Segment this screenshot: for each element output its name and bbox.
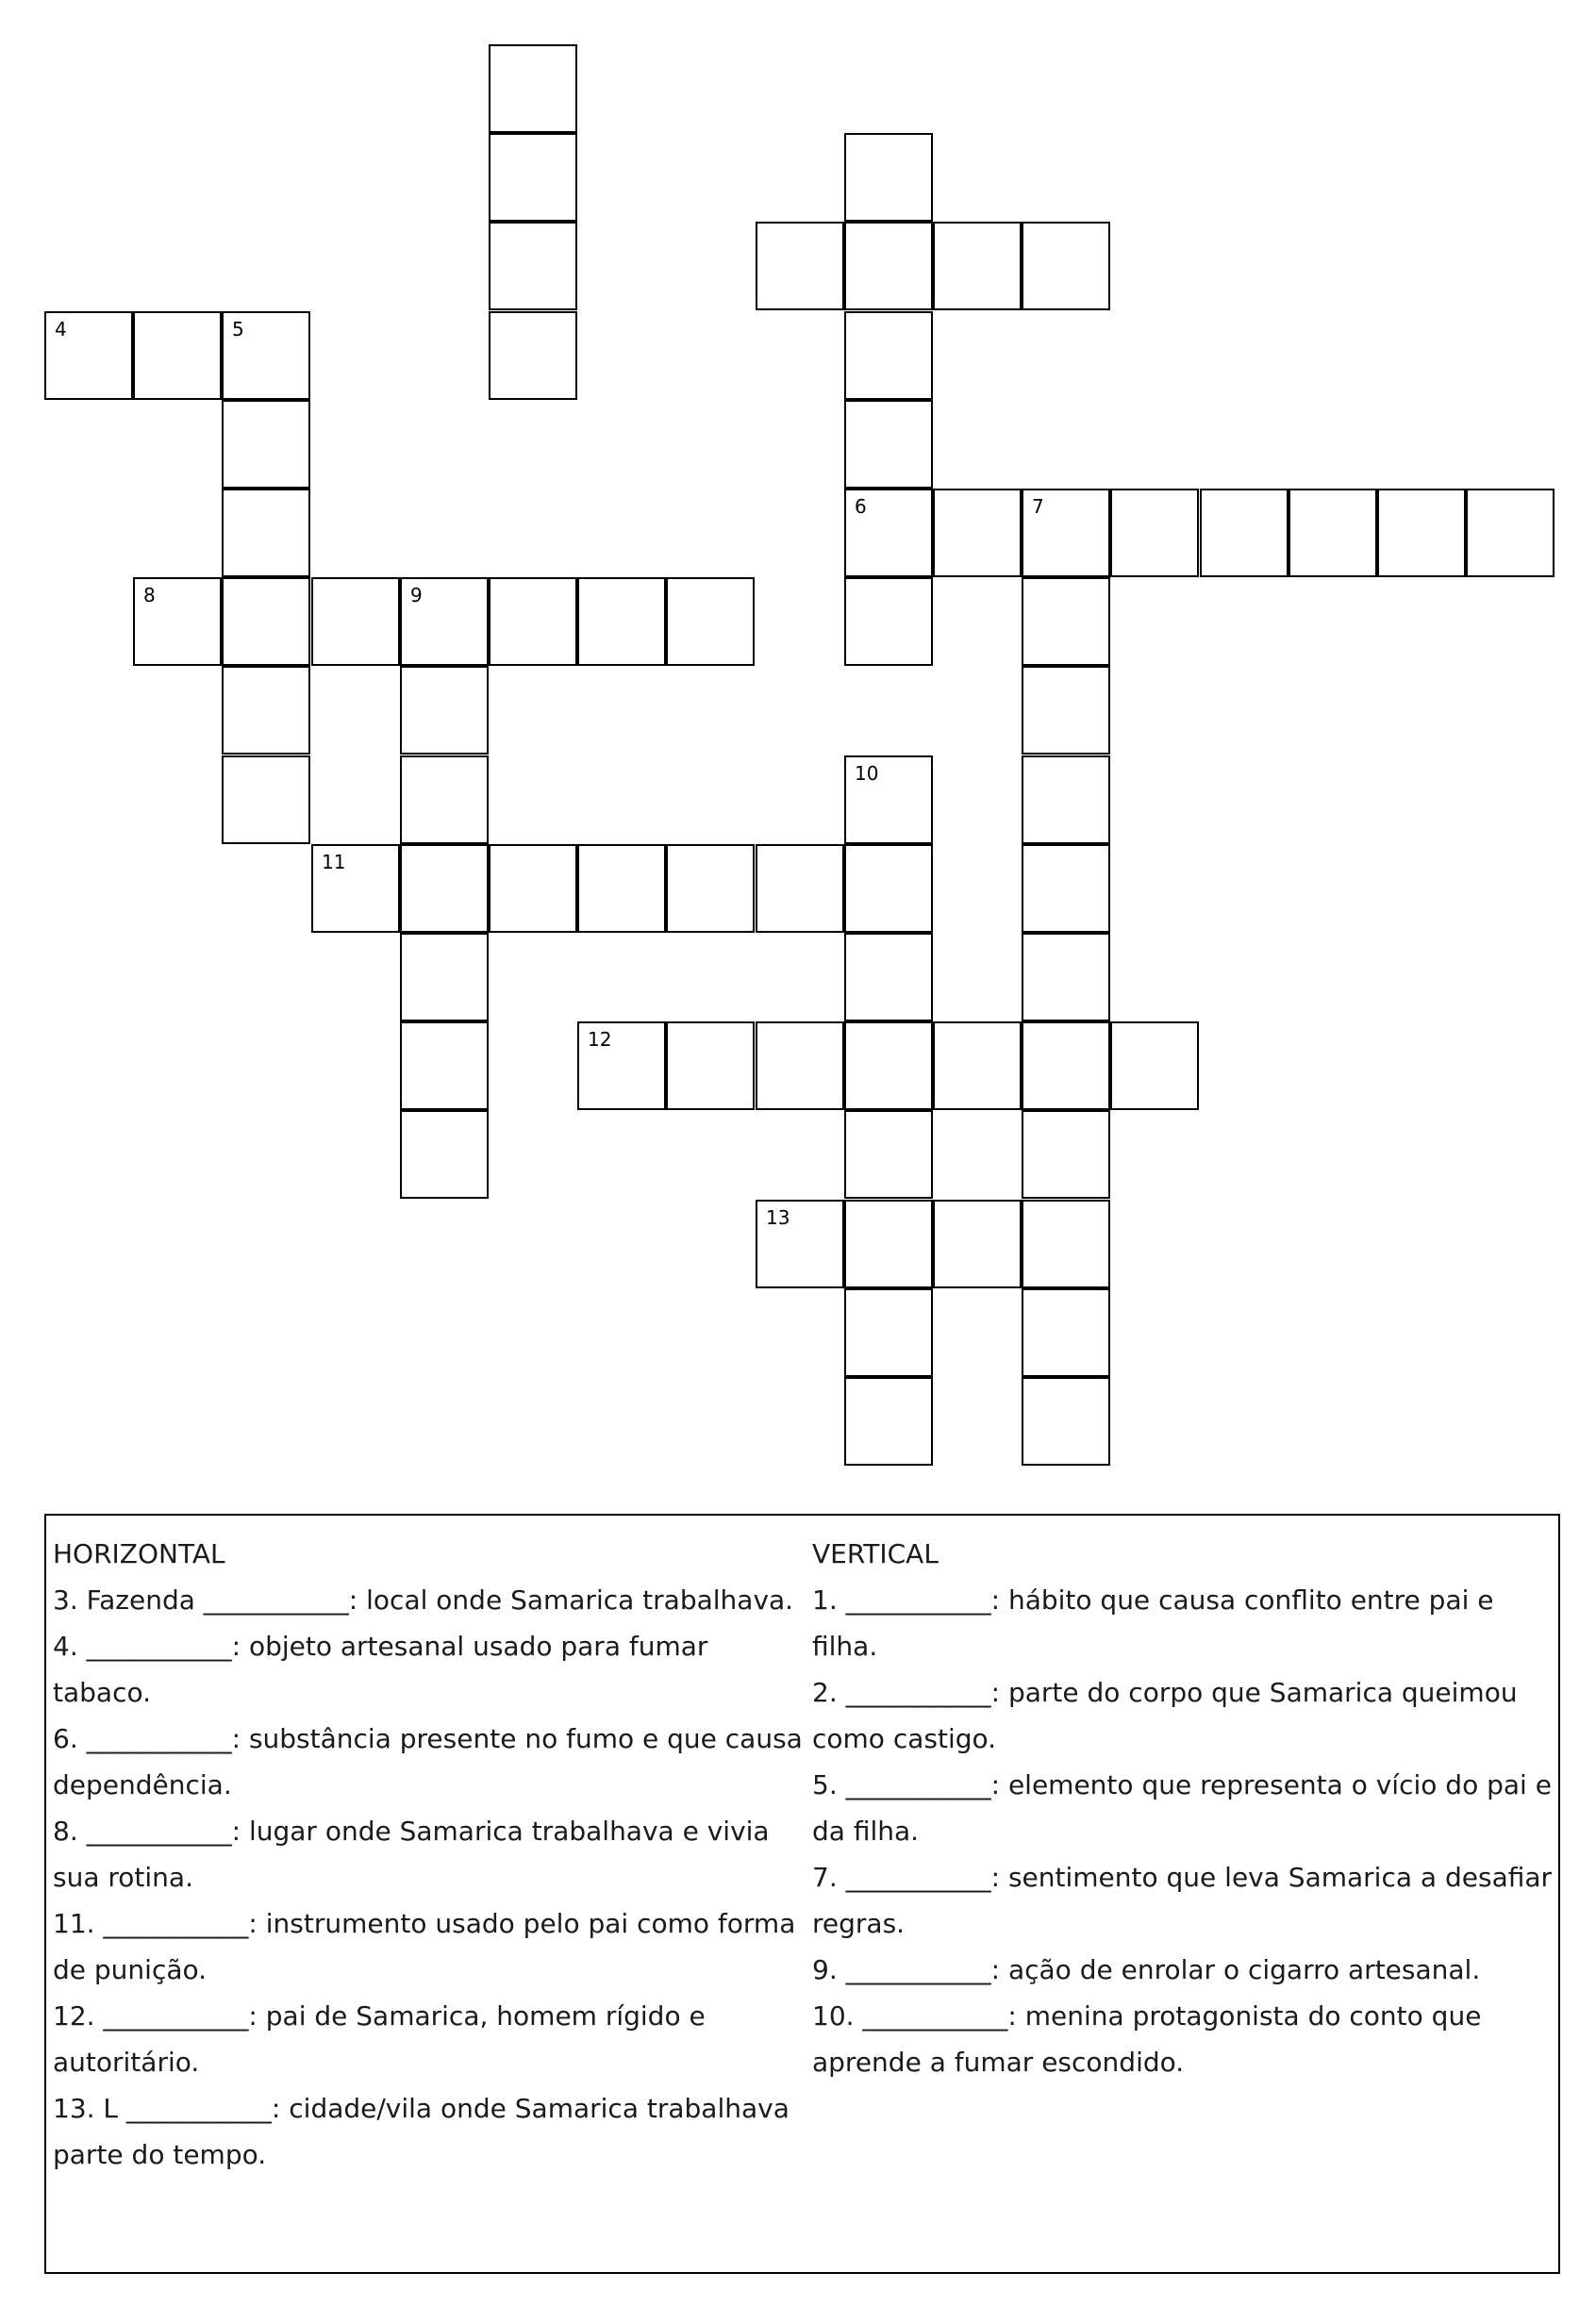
grid-cell[interactable] <box>1022 666 1110 755</box>
grid-cell[interactable] <box>756 1021 844 1110</box>
grid-cell[interactable] <box>311 577 400 666</box>
grid-cell[interactable] <box>844 844 933 933</box>
clue-number: 5 <box>232 318 244 340</box>
grid-cell[interactable] <box>577 577 666 666</box>
grid-cell[interactable] <box>489 222 577 310</box>
grid-cell[interactable] <box>1022 755 1110 844</box>
clue-vertical-7: 7. ___________: sentimento que leva Samarica a desafiar regras. <box>812 1862 1553 1939</box>
grid-cell[interactable] <box>844 222 933 310</box>
grid-cell[interactable] <box>489 311 577 400</box>
horizontal-clues <box>53 1531 803 2178</box>
clue-vertical-10: 10. ___________: menina protagonista do conto que aprende a fumar escondido. <box>812 2000 1482 2078</box>
clue-vertical-2: 2. ___________: parte do corpo que Samarica queimou como castigo. <box>812 1677 1518 1754</box>
grid-cell[interactable] <box>756 1200 844 1288</box>
clue-number: 11 <box>322 851 346 873</box>
grid-cell[interactable] <box>1022 1377 1110 1466</box>
grid-cell[interactable] <box>844 755 933 844</box>
clue-horizontal-11: 11. ___________: instrumento usado pelo pai como forma de punição. <box>53 1908 796 1985</box>
grid-cell[interactable] <box>1022 489 1110 577</box>
grid-cell[interactable] <box>1022 933 1110 1021</box>
grid-cell[interactable] <box>222 400 310 489</box>
grid-cell[interactable] <box>222 311 310 400</box>
clue-number: 12 <box>588 1028 612 1051</box>
grid-cell[interactable] <box>489 577 577 666</box>
grid-cell[interactable] <box>844 1288 933 1377</box>
grid-cell[interactable] <box>1022 1021 1110 1110</box>
clue-number: 8 <box>143 584 156 606</box>
clue-number: 7 <box>1032 495 1044 518</box>
grid-cell[interactable] <box>222 666 310 755</box>
grid-cell[interactable] <box>400 844 489 933</box>
clue-horizontal-3: 3. Fazenda ___________: local onde Samarica trabalhava. <box>53 1584 794 1616</box>
grid-cell[interactable] <box>844 1021 933 1110</box>
clues-box <box>44 1514 1560 2274</box>
grid-cell[interactable] <box>1466 489 1554 577</box>
grid-cell[interactable] <box>577 1021 666 1110</box>
grid-cell[interactable] <box>577 844 666 933</box>
grid-cell[interactable] <box>222 489 310 577</box>
grid-cell[interactable] <box>1022 222 1110 310</box>
grid-cell[interactable] <box>844 1200 933 1288</box>
grid-cell[interactable] <box>666 1021 755 1110</box>
clue-horizontal-4: 4. ___________: objeto artesanal usado para fumar tabaco. <box>53 1631 708 1708</box>
clue-horizontal-12: 12. ___________: pai de Samarica, homem rígido e autoritário. <box>53 2000 706 2078</box>
grid-cell[interactable] <box>1110 489 1199 577</box>
grid-cell[interactable] <box>1377 489 1466 577</box>
clue-horizontal-6: 6. ___________: substância presente no fumo e que causa dependência. <box>53 1723 803 1800</box>
grid-cell[interactable] <box>400 933 489 1021</box>
clue-number: 9 <box>410 584 423 606</box>
clue-number: 10 <box>855 762 879 785</box>
clue-number: 13 <box>766 1206 790 1229</box>
vertical-heading: VERTICAL <box>812 1538 939 1569</box>
grid-cell[interactable] <box>133 311 222 400</box>
grid-cell[interactable] <box>400 577 489 666</box>
clue-horizontal-13: 13. L ___________: cidade/vila onde Samarica trabalhava parte do tempo. <box>53 2093 790 2170</box>
grid-cell[interactable] <box>666 844 755 933</box>
grid-cell[interactable] <box>400 1110 489 1199</box>
grid-cell[interactable] <box>489 133 577 222</box>
grid-cell[interactable] <box>844 311 933 400</box>
clue-vertical-9: 9. ___________: ação de enrolar o cigarro artesanal. <box>812 1954 1481 1985</box>
grid-cell[interactable] <box>666 577 755 666</box>
grid-cell[interactable] <box>933 489 1022 577</box>
grid-cell[interactable] <box>311 844 400 933</box>
grid-cell[interactable] <box>222 577 310 666</box>
grid-cell[interactable] <box>489 844 577 933</box>
grid-cell[interactable] <box>400 1021 489 1110</box>
clue-number: 6 <box>855 495 867 518</box>
grid-cell[interactable] <box>1110 1021 1199 1110</box>
grid-cell[interactable] <box>489 44 577 133</box>
grid-cell[interactable] <box>133 577 222 666</box>
grid-cell[interactable] <box>756 222 844 310</box>
grid-cell[interactable] <box>1022 1288 1110 1377</box>
grid-cell[interactable] <box>933 222 1022 310</box>
grid-cell[interactable] <box>400 666 489 755</box>
grid-cell[interactable] <box>1022 577 1110 666</box>
grid-cell[interactable] <box>844 400 933 489</box>
grid-cell[interactable] <box>844 489 933 577</box>
grid-cell[interactable] <box>844 1110 933 1199</box>
clue-vertical-5: 5. ___________: elemento que representa o vício do pai e da filha. <box>812 1769 1552 1847</box>
grid-cell[interactable] <box>844 133 933 222</box>
clue-number: 4 <box>55 318 67 340</box>
grid-cell[interactable] <box>1022 1200 1110 1288</box>
clue-horizontal-8: 8. ___________: lugar onde Samarica trabalhava e vivia sua rotina. <box>53 1816 770 1893</box>
vertical-clues <box>812 1531 1557 2085</box>
grid-cell[interactable] <box>933 1021 1022 1110</box>
horizontal-heading: HORIZONTAL <box>53 1538 225 1569</box>
grid-cell[interactable] <box>400 755 489 844</box>
grid-cell[interactable] <box>1022 1110 1110 1199</box>
grid-cell[interactable] <box>1022 844 1110 933</box>
grid-cell[interactable] <box>1288 489 1377 577</box>
grid-cell[interactable] <box>1200 489 1288 577</box>
grid-cell[interactable] <box>844 577 933 666</box>
grid-cell[interactable] <box>756 844 844 933</box>
grid-cell[interactable] <box>844 1377 933 1466</box>
grid-cell[interactable] <box>222 755 310 844</box>
grid-cell[interactable] <box>44 311 133 400</box>
grid-cell[interactable] <box>933 1200 1022 1288</box>
grid-cell[interactable] <box>844 933 933 1021</box>
clue-vertical-1: 1. ___________: hábito que causa conflito entre pai e filha. <box>812 1584 1494 1662</box>
